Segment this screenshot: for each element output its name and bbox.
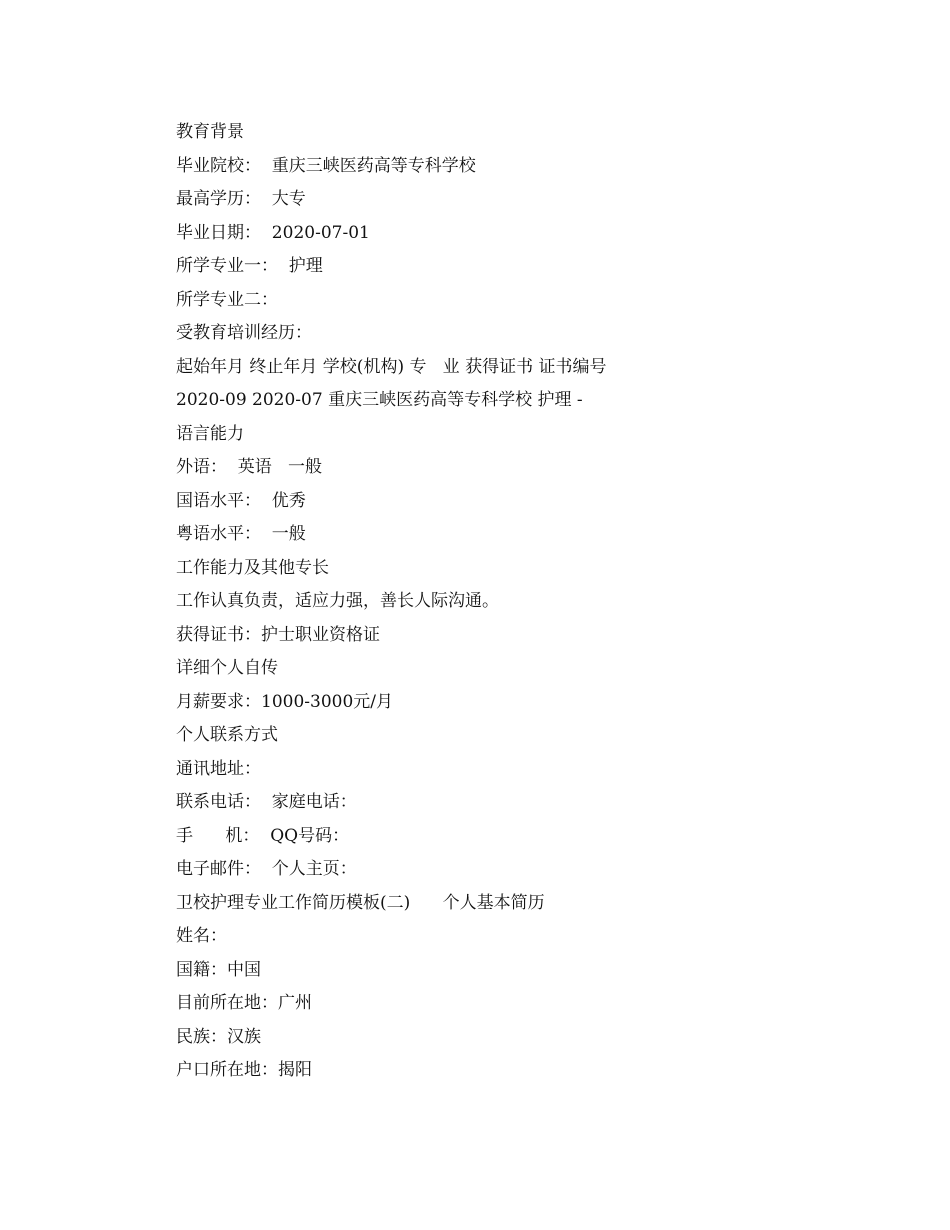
phone-numbers: 联系电话： 家庭电话： (176, 792, 357, 812)
mandarin-level: 国语水平： 优秀 (176, 490, 306, 511)
mailing-address: 通讯地址： (176, 758, 261, 779)
email-and-homepage: 电子邮件： 个人主页： (176, 859, 357, 879)
major-two: 所学专业二： (176, 289, 278, 310)
training-table-row: 2020-09 2020-07 重庆三峡医药高等专科学校 护理 - (176, 390, 583, 410)
skills-description: 工作认真负责，适应力强，善长人际沟通。 (176, 591, 499, 611)
resume-text-body (176, 116, 896, 1088)
section-heading-language: 语言能力 (176, 423, 244, 444)
highest-degree: 最高学历： 大专 (176, 189, 306, 209)
graduated-school: 毕业院校： 重庆三峡医药高等专科学校 (176, 155, 476, 176)
current-location-field: 目前所在地：广州 (176, 993, 312, 1013)
template-two-title: 卫校护理专业工作简历模板(二) 个人基本简历 (176, 892, 545, 913)
major-one: 所学专业一： 护理 (176, 256, 323, 276)
section-heading-autobiography: 详细个人自传 (176, 658, 278, 678)
mobile-and-qq: 手 机： QQ号码： (176, 825, 350, 846)
salary-expectation: 月薪要求：1000-3000元/月 (176, 691, 393, 712)
section-heading-skills: 工作能力及其他专长 (176, 557, 329, 578)
ethnicity-field: 民族：汉族 (176, 1026, 261, 1047)
nationality-field: 国籍：中国 (176, 959, 261, 980)
household-registration-field: 户口所在地：揭阳 (176, 1060, 312, 1080)
name-field: 姓名： (176, 926, 227, 946)
section-heading-education: 教育背景 (176, 122, 244, 142)
training-history-label: 受教育培训经历： (176, 323, 312, 343)
foreign-language: 外语： 英语 一般 (176, 457, 323, 477)
cantonese-level: 粤语水平： 一般 (176, 524, 306, 544)
training-table-header: 起始年月 终止年月 学校(机构) 专 业 获得证书 证书编号 (176, 356, 607, 377)
graduation-date: 毕业日期： 2020-07-01 (176, 222, 370, 243)
certificates: 获得证书：护士职业资格证 (176, 624, 380, 645)
section-heading-contact: 个人联系方式 (176, 725, 278, 745)
